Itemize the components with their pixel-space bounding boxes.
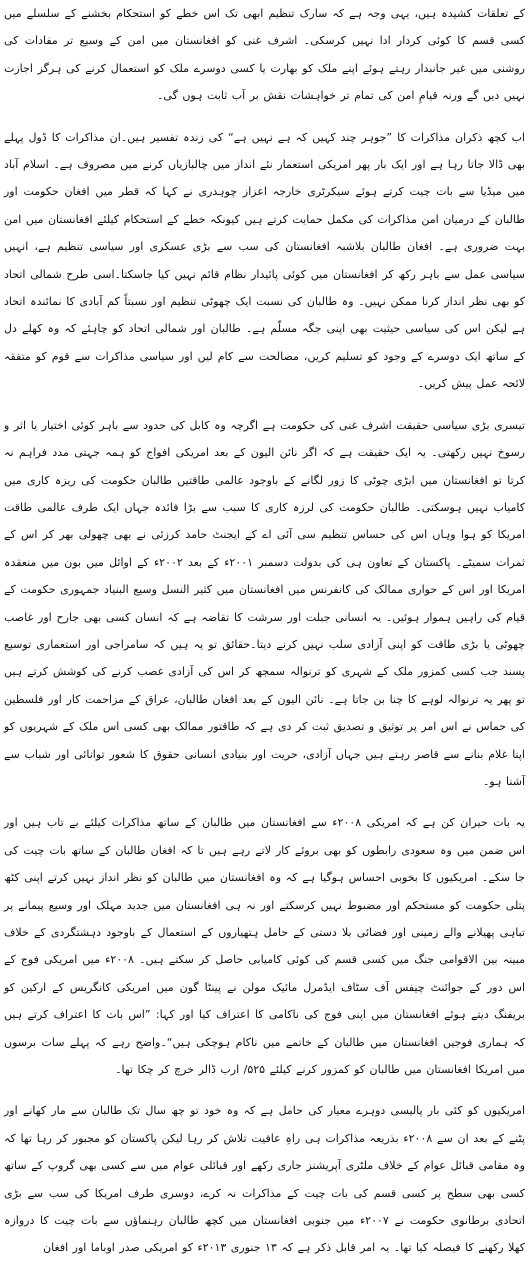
article-paragraph: کے تعلقات کشیدہ ہیں، یہی وجہ ہے کہ سارک تنظیم ابھی تک اس خطے کو استحکام بخشنے کے سلسلے میں کسی قسم کا کوئی کردار ادا نہیں کرسکی۔ اشرف غنی کو افغانستان میں امن کے وسیع تر مفادات کی روشنی میں غیر جانبدار رہتے ہوئے اپنے ملک کو بھارت یا کسی دوسرے ملک کو استعمال کرنے کی ہرگز اجازت نہیں دیں گے ورنہ قیامِ امن کی تمام تر خواہشات نقش بر آب ثابت ہوں گی۔ bbox=[4, 7, 525, 103]
article-paragraph: یہ بات حیران کن ہے کہ امریکی ۲۰۰۸ء سے افغانستان میں طالبان کے ساتھ مذاکرات کیلئے بے تاب ہیں اور اس ضمن میں وہ سعودی رابطوں کو بھی بروئے کار لاتے رہے ہیں تا کہ افغان طالبان کے ساتھ بات چیت کی جا سکے۔ امریکیوں کا بخوبی احساس ہوگیا ہے کہ وہ افغانستان میں طالبان کو نظر انداز نہیں کرتے اپنی کٹھ پتلی حکومت کو مستحکم اور مضبوط نہیں کرسکتے اور نہ ہی افغانستان میں جدید مہلک اور وسیع پیمانے پر تباہی پھیلانے والے زمینی اور فضائی بلا دستی کے حامل ہتھیاروں کے استعمال کے باوجود دہشتگردی کے خلاف مبینہ بین الاقوامی جنگ میں کسی قسم کی کوئی کامیابی حاصل کر سکتے ہیں۔ ۲۰۰۸ء میں امریکی فوج کے اس دور کے جوائنٹ چیفس آف سٹاف ایڈمرل مائیک مولن نے پینٹا گون میں امریکی کانگریس کے ارکین کو بریفنگ دیتے ہوئے افغانستان میں اپنی فوج کی ناکامی کا اعتراف کیا اور کہا: ”اس بات کا اعتراف کرتے ہیں کہ ہماری فوجیں افغانستان میں طالبان کے خاتمے میں ناکام ہوچکی ہیں“۔واضح رہے کہ پہلے سات برسوں میں امریکا افغانستان میں طالبان کو کمزور کرنے کیلئے ۵۲۵/ ارب ڈالر خرچ کر چکا تھا۔ bbox=[4, 816, 525, 1077]
article-paragraph: امریکیوں کو کئی بار پالیسی دوہرے معیار کی حامل ہے کہ وہ خود تو چھ سال تک طالبان سے مار کھانے اور پٹنے کے بعد ان سے ۲۰۰۸ء بذریعہ مذاکرات ہی راہِ عافیت تلاش کر رہا لیکن پاکستان کو مجبور کر رہا تھا کہ وہ مقامی قبائل عوام کے خلاف ملٹری آپریشنز جاری رکھے اور قبائلی عوام میں سے کسی بھی گروپ کے ساتھ کسی بھی سطح پر کسی قسم کی بات چیت کے مذاکرات نہ کرے، دوسری طرف امریکا کی سب سے بڑی اتحادی برطانوی حکومت نے ۲۰۰۷ء میں جنوبی افغانستان میں کچھ طالبان رہنماؤں سے بات چیت کا دروازہ کھلا رکھنے کا فیصلہ کیا تھا۔ یہ امر قابل ذکر ہے کہ ۱۳ جنوری ۲۰۱۳ء کو امریکی صدر اوباما اور افغان bbox=[4, 1104, 525, 1255]
article-paragraph: اب کچھ ذکران مذاکرات کا ”جوہر چند کہیں کہ ہے نہیں ہے“ کی زندہ تفسیر ہیں۔ان مذاکرات کا ڈول پہلے بھی ڈالا جاتا رہا ہے اور ایک بار پھر امریکی استعمار نئے انداز میں چالبازیاں کرنے میں مصروف ہے۔ اسلام آباد میں میڈیا سے بات چیت کرتے ہوئے سیکرٹری خارجہ اعزاز چوہدری نے کہا کہ قطر میں افغان حکومت اور طالبان کے درمیان امن مذاکرات کی مکمل حمایت کرتے ہیں کیونکہ خطے کے استحکام کیلئے افغانستان میں امن بہت ضروری ہے۔ افغان طالبان بلاشبہ افغانستان کی سب سے بڑی عسکری اور سیاسی تنظیم ہے، انہیں سیاسی عمل سے باہر رکھ کر افغانستان میں کوئی پائیدار نظام قائم نہیں کیا جاسکتا۔اسی طرح شمالی اتحاد کو بھی نظر انداز کرنا ممکن نہیں۔ وہ طالبان کی نسبت ایک چھوٹی تنظیم اور نسبتاً کم آبادی کا نمائندہ اتحاد ہے لیکن اس کی سیاسی حیثیت بھی اپنی جگہ مسلّم ہے۔ طالبان اور شمالی اتحاد کو چاہئے کہ وہ کھلے دل کے ساتھ ایک دوسرے کے وجود کو تسلیم کریں، مصالحت سے کام لیں اور سیاسی مذاکرات سے قوم کو متفقہ لائحہ عمل پیش کریں۔ bbox=[4, 130, 525, 391]
article-paragraph: تیسری بڑی سیاسی حقیقت اشرف غنی کی حکومت ہے اگرچہ وہ کابل کی حدود سے باہر کوئی اختیار یا اثر و رسوخ نہیں رکھتی۔ یہ ایک حقیقت ہے کہ اگر نائن الیون کے بعد امریکی افواج کو ہمہ جہتی مدد فراہم نہ کرتا تو افغانستان میں ایڑی چوٹی کا زور لگانے کے باوجود عالمی طاقتیں طالبان حکومت کی ریزہ کاری میں کامیاب نہیں ہوسکتی۔ طالبان حکومت کی لرزہ کاری کا سبب سے بڑا فائدہ جہاں ایک طرف عالمی طاقت امریکا کو ہوا وہاں اس کی حساس تنظیم سی آئی اے کے ایجنٹ حامد کرزئی نے بھی چھولی بھر کر اس کے ثمرات سمیٹے۔ پاکستان کے تعاون ہی کی بدولت دسمبر ۲۰۰۱ء کے بعد ۲۰۰۲ء کے اوائل میں بون میں منعقدہ امریکا اور اس کے حواری ممالک کی کانفرنس میں افغانستان میں کثیر النسل وسیع البنیاد جمہوری حکومت کے قیام کی راہیں ہموار ہوئیں۔ یہ انسانی جبلت اور سرشت کا تقاضہ ہے کہ انسان کسی بھی جارح اور غاصب چھوٹی یا بڑی طاقت کو اپنی آزادی سلب نہیں کرنے دیتا۔حقائق تو یہ ہیں کہ سامراجی اور استعماری توسیع پسند جب کسی کمزور ملک کے شہری کو ترنوالہ سمجھ کر اس کی آزادی غصب کرنے کی کوشش کرتے ہیں تو پھر یہ ترنوالہ لوہے کا چنا بن جاتا ہے۔ نائن الیون کے بعد افغان طالبان، عراق کے مزاحمت کار اور فلسطین کی حماس نے اس امر پر توثیق و تصدیق ثبت کر دی ہے کہ طاقتور ممالک بھی کسی اس ملک کے شہریوں کو اپنا غلام بنانے سے قاصر رہتے ہیں جہاں آزادی، حریت اور بنیادی انسانی حقوق کا شعور توانائی اور شباب سے آشنا ہو۔ bbox=[4, 418, 525, 788]
